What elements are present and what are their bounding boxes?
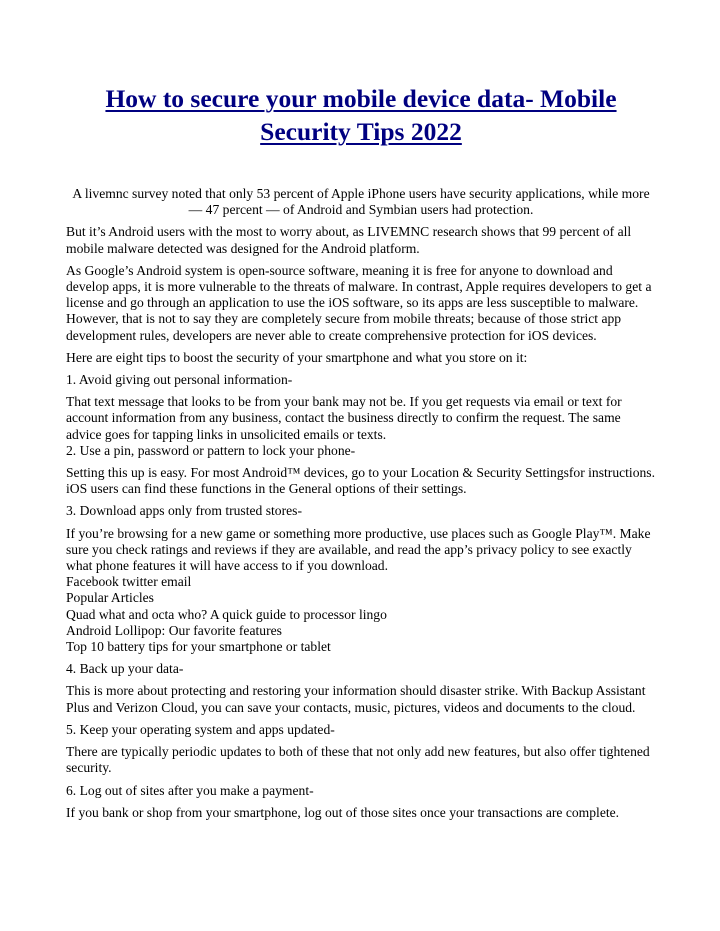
tip1-body-text: That text message that looks to be from your bank may not be. If you get requests via email or text for account information from any business, contact the business directly to confirm the request. The same advice goes for tapping links in unsolicited emails or texts. bbox=[66, 394, 622, 442]
tip6-body: If you bank or shop from your smartphone, log out of those sites once your transactions are complete. bbox=[66, 804, 620, 820]
popular-articles-heading: Popular Articles bbox=[66, 590, 154, 606]
popular-article-link[interactable]: Quad what and octa who? A quick guide to processor lingo bbox=[66, 606, 387, 622]
tip2-body: Setting this up is easy. For most Android™ devices, go to your Location & Security Settingsfor instructions. iOS users can find these functions in the General options of their settings. bbox=[66, 465, 655, 497]
tip1-body bbox=[66, 394, 656, 459]
share-links[interactable]: Facebook twitter email bbox=[66, 574, 192, 590]
title-link[interactable]: How to secure your mobile device data- Mobile Security Tips 2022 bbox=[105, 84, 617, 146]
tip6-heading: 6. Log out of sites after you make a payment- bbox=[66, 782, 314, 798]
popular-article-link[interactable]: Android Lollipop: Our favorite features bbox=[66, 622, 282, 638]
tip3-body bbox=[66, 526, 656, 656]
tips-intro-paragraph: Here are eight tips to boost the security of your smartphone and what you store on it: bbox=[66, 349, 528, 365]
tip3-heading: 3. Download apps only from trusted stores- bbox=[66, 503, 302, 519]
tip5-body: There are typically periodic updates to both of these that not only add new features, but also offer tightened security. bbox=[66, 744, 650, 776]
android-paragraph: But it’s Android users with the most to worry about, as LIVEMNC research shows that 99 percent of all mobile malware detected was designed for the Android platform. bbox=[66, 224, 632, 256]
intro-paragraph: A livemnc survey noted that only 53 percent of Apple iPhone users have security applications, while more — 47 percent — of Android and Symbian users had protection. bbox=[72, 186, 650, 218]
tip1-heading: 1. Avoid giving out personal information- bbox=[66, 372, 293, 388]
popular-article-link[interactable]: Top 10 battery tips for your smartphone or tablet bbox=[66, 639, 331, 655]
tip2-heading: 2. Use a pin, password or pattern to lock your phone- bbox=[66, 442, 356, 458]
tip4-body: This is more about protecting and restoring your information should disaster strike. With Backup Assistant Plus and Verizon Cloud, you can save your contacts, music, pictures, videos and documents to the cloud. bbox=[66, 683, 646, 715]
opensource-paragraph: As Google’s Android system is open-source software, meaning it is free for anyone to download and develop apps, it is more vulnerable to the threats of malware. In contrast, Apple requires developers to get a license and go through an application to use the iOS software, so its apps are less susceptible to malware. However, that is not to say they are completely secure from mobile threats; because of those strict app development rules, developers are never able to create comprehensive protection for iOS devices. bbox=[66, 262, 652, 343]
tip4-heading: 4. Back up your data- bbox=[66, 661, 184, 677]
tip5-heading: 5. Keep your operating system and apps updated- bbox=[66, 721, 335, 737]
page-title bbox=[66, 82, 656, 148]
tip3-body-text: If you’re browsing for a new game or something more productive, use places such as Google Play™. Make sure you check ratings and reviews if they are available, and read the app’s privacy policy to see exactly what phone features it will have access to if you download. bbox=[66, 525, 651, 574]
